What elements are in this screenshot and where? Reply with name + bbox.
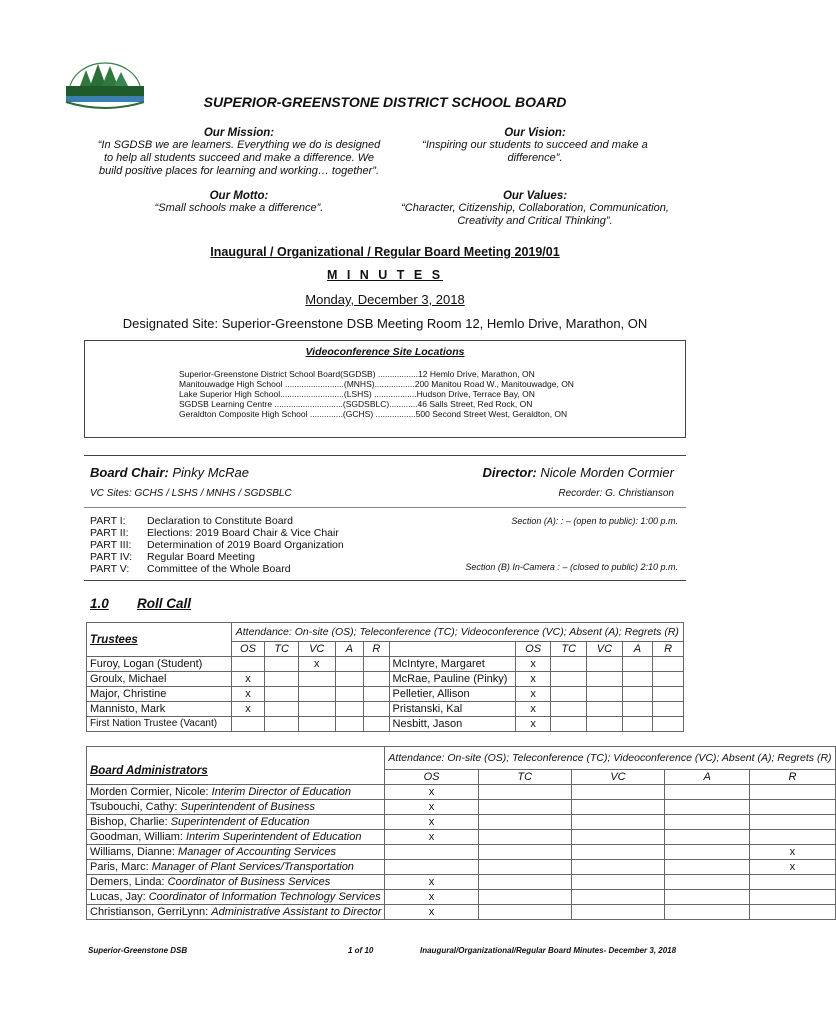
attendance-mark xyxy=(551,657,587,672)
attendance-mark xyxy=(571,875,664,890)
table-row xyxy=(87,815,836,830)
trustees-label: Trustees xyxy=(90,633,138,646)
attendance-mark xyxy=(571,860,664,875)
table-row xyxy=(87,785,836,800)
attendance-mark xyxy=(335,672,364,687)
trustee-name: McIntyre, Margaret xyxy=(389,657,515,672)
table-row xyxy=(87,890,836,905)
attendance-mark xyxy=(335,657,364,672)
attendance-mark xyxy=(298,687,335,702)
attendance-mark xyxy=(653,687,684,702)
column-header: A xyxy=(622,642,653,657)
admin-role: Administrative Assistant to Director xyxy=(211,906,382,918)
values-line: “Character, Citizenship, Collaboration, Communication, xyxy=(401,202,669,214)
part-num: PART I: xyxy=(90,515,126,527)
admin-entry xyxy=(87,875,385,890)
attendance-mark xyxy=(231,657,265,672)
column-header: R xyxy=(653,642,684,657)
admin-role: Coordinator of Business Services xyxy=(167,876,331,888)
attendance-mark xyxy=(478,905,571,920)
admin-label: Board Administrators xyxy=(90,765,208,777)
part-num: PART II: xyxy=(90,527,129,539)
attendance-mark xyxy=(750,815,835,830)
director-label: Director: xyxy=(482,465,537,480)
trustees-label-cell xyxy=(87,623,232,657)
footer-left: Superior-Greenstone DSB xyxy=(88,946,188,955)
attendance-mark: x xyxy=(298,657,335,672)
videoconference-box xyxy=(84,340,686,438)
column-header: VC xyxy=(587,642,623,657)
attendance-mark: x xyxy=(385,800,478,815)
attendance-mark xyxy=(571,845,664,860)
part-num: PART III: xyxy=(90,539,132,551)
admin-entry xyxy=(87,830,385,845)
attendance-mark xyxy=(478,800,571,815)
attendance-mark: x xyxy=(385,890,478,905)
attendance-mark xyxy=(665,785,750,800)
section-b: Section (B) In-Camera : – (closed to public) 2:10 p.m. xyxy=(465,562,678,572)
motto-text: “Small schools make a difference”. xyxy=(154,202,324,214)
admin-name: Paris, Marc: xyxy=(90,861,149,873)
admin-role: Coordinator of Information Technology Services xyxy=(148,891,381,903)
attendance-mark xyxy=(298,702,335,717)
attendance-mark xyxy=(622,702,653,717)
admin-name: Tsubouchi, Cathy: xyxy=(90,801,178,813)
attendance-mark xyxy=(665,830,750,845)
divider xyxy=(84,507,686,508)
admin-role: Interim Director of Education xyxy=(211,786,352,798)
trustee-name: McRae, Pauline (Pinky) xyxy=(389,672,515,687)
attendance-mark xyxy=(478,890,571,905)
trustee-name: Pelletier, Allison xyxy=(389,687,515,702)
table-row xyxy=(87,800,836,815)
trustee-name: Pristanski, Kal xyxy=(389,702,515,717)
attendance-mark xyxy=(298,672,335,687)
page-number: 1 of 10 xyxy=(348,946,374,955)
trustee-name: Mannisto, Mark xyxy=(87,702,232,717)
mission-line: “In SGDSB we are learners. Everything we do is designed xyxy=(97,139,381,151)
table-row xyxy=(87,860,836,875)
admin-entry xyxy=(87,890,385,905)
mission-label: Our Mission: xyxy=(203,127,275,139)
attendance-mark xyxy=(478,875,571,890)
officers-box xyxy=(84,455,686,581)
admin-role: Superintendent of Education xyxy=(170,816,310,828)
table-row xyxy=(87,717,684,732)
trustees-body xyxy=(87,657,684,732)
attendance-mark xyxy=(335,702,364,717)
attendance-legend: Attendance: On-site (OS); Teleconference (TC); Videoconference (VC); Absent (A); Regrets (R) xyxy=(385,747,835,770)
videoconference-title: Videoconference Site Locations xyxy=(305,346,465,358)
attendance-mark xyxy=(750,890,835,905)
footer-right: Inaugural/Organizational/Regular Board Minutes- December 3, 2018 xyxy=(420,946,677,955)
part-text: Regular Board Meeting xyxy=(147,551,255,563)
part-text: Declaration to Constitute Board xyxy=(147,515,293,527)
attendance-mark: x xyxy=(750,860,835,875)
values-block xyxy=(370,190,700,228)
vc-site-row: Lake Superior High School...........................(LSHS) ..................Hudson Drive, Terrace Bay, ON xyxy=(179,389,535,399)
attendance-mark: x xyxy=(385,785,478,800)
attendance-mark xyxy=(364,702,389,717)
director-name: Nicole Morden Cormier xyxy=(540,465,674,480)
admin-role: Manager of Plant Services/Transportation xyxy=(151,861,354,873)
column-header: OS xyxy=(231,642,265,657)
values-line: Creativity and Critical Thinking”. xyxy=(457,215,613,227)
column-header: OS xyxy=(385,770,478,785)
attendance-mark xyxy=(622,672,653,687)
attendance-mark xyxy=(298,717,335,732)
board-chair-label: Board Chair: xyxy=(90,465,169,480)
column-header: TC xyxy=(478,770,571,785)
vision-block xyxy=(380,127,690,165)
attendance-mark xyxy=(665,845,750,860)
table-row xyxy=(87,657,684,672)
values-label: Our Values: xyxy=(502,190,568,202)
attendance-mark: x xyxy=(515,672,551,687)
attendance-mark: x xyxy=(231,672,265,687)
attendance-mark xyxy=(571,830,664,845)
column-header: TC xyxy=(265,642,299,657)
attendance-mark xyxy=(622,687,653,702)
attendance-mark xyxy=(665,890,750,905)
table-row xyxy=(87,845,836,860)
admin-name: Demers, Linda: xyxy=(90,876,165,888)
attendance-mark xyxy=(478,845,571,860)
attendance-mark xyxy=(364,672,389,687)
recorder: Recorder: G. Christianson xyxy=(558,488,674,499)
vc-site-row: Geraldton Composite High School ..............(GCHS) .................500 Second Street West, Geraldton, ON xyxy=(179,409,568,419)
table-row xyxy=(87,905,836,920)
attendance-legend: Attendance: On-site (OS); Teleconference (TC); Videoconference (VC); Absent (A); Regrets (R) xyxy=(231,623,683,642)
attendance-mark xyxy=(587,717,623,732)
attendance-mark: x xyxy=(385,830,478,845)
attendance-mark xyxy=(231,717,265,732)
trustee-name: Groulx, Michael xyxy=(87,672,232,687)
column-header: VC xyxy=(298,642,335,657)
attendance-mark: x xyxy=(385,905,478,920)
column-header: R xyxy=(364,642,389,657)
director xyxy=(483,465,674,480)
board-chair-name: Pinky McRae xyxy=(172,465,249,480)
board-chair xyxy=(90,465,249,480)
column-header-blank xyxy=(389,642,515,657)
admin-name: Lucas, Jay: xyxy=(90,891,146,903)
column-header: TC xyxy=(551,642,587,657)
admin-entry xyxy=(87,800,385,815)
minutes-heading: M I N U T E S xyxy=(326,268,444,282)
part-text: Elections: 2019 Board Chair & Vice Chair xyxy=(147,527,339,539)
vc-site-row: Superior-Greenstone District School Board(SGDSB) .................12 Hemlo Drive, Marathon, ON xyxy=(179,369,535,379)
admin-entry xyxy=(87,785,385,800)
attendance-mark xyxy=(364,657,389,672)
admin-entry xyxy=(87,860,385,875)
attendance-mark: x xyxy=(231,687,265,702)
vc-site-row: Manitouwadge High School .........................(MNHS).................200 Manitou Road W., Manitouwadge, ON xyxy=(179,379,574,389)
mission-line: build positive places for learning and working… together”. xyxy=(98,165,380,177)
attendance-mark xyxy=(587,702,623,717)
administrators-table xyxy=(86,746,836,920)
attendance-mark xyxy=(265,702,299,717)
admin-role: Superintendent of Business xyxy=(180,801,316,813)
attendance-mark: x xyxy=(515,687,551,702)
attendance-mark: x xyxy=(231,702,265,717)
table-row xyxy=(87,875,836,890)
attendance-mark xyxy=(385,845,478,860)
attendance-mark xyxy=(665,815,750,830)
table-row xyxy=(87,687,684,702)
section-title: Roll Call xyxy=(137,596,192,611)
attendance-mark xyxy=(653,717,684,732)
attendance-mark xyxy=(385,860,478,875)
vc-sites: VC Sites: GCHS / LSHS / MNHS / SGDSBLC xyxy=(90,488,292,499)
attendance-mark xyxy=(478,830,571,845)
column-header: R xyxy=(750,770,835,785)
attendance-mark xyxy=(665,860,750,875)
mission-block xyxy=(84,127,394,178)
trustee-name: Furoy, Logan (Student) xyxy=(87,657,232,672)
attendance-mark xyxy=(571,800,664,815)
attendance-mark xyxy=(551,717,587,732)
attendance-mark: x xyxy=(515,657,551,672)
attendance-mark xyxy=(571,785,664,800)
attendance-mark xyxy=(571,815,664,830)
attendance-mark xyxy=(587,657,623,672)
attendance-mark xyxy=(587,672,623,687)
attendance-mark xyxy=(750,800,835,815)
admin-name: Bishop, Charlie: xyxy=(90,816,168,828)
admin-role: Interim Superintendent of Education xyxy=(185,831,362,843)
attendance-mark xyxy=(571,905,664,920)
attendance-mark xyxy=(265,687,299,702)
attendance-mark xyxy=(551,672,587,687)
table-row xyxy=(87,702,684,717)
section-a: Section (A): : – (open to public): 1:00 p.m. xyxy=(511,516,678,526)
board-title: SUPERIOR-GREENSTONE DISTRICT SCHOOL BOARD xyxy=(203,94,567,110)
admin-name: Williams, Dianne: xyxy=(90,846,175,858)
attendance-mark xyxy=(571,890,664,905)
section-number: 1.0 xyxy=(90,596,109,611)
vision-line: difference”. xyxy=(507,152,563,164)
attendance-mark xyxy=(750,785,835,800)
motto-block xyxy=(84,190,394,215)
attendance-mark xyxy=(665,905,750,920)
designated-site: Designated Site: Superior-Greenstone DSB Meeting Room 12, Hemlo Drive, Marathon, ON xyxy=(122,316,648,331)
attendance-mark xyxy=(478,860,571,875)
attendance-mark xyxy=(622,717,653,732)
attendance-mark xyxy=(665,800,750,815)
attendance-mark xyxy=(265,672,299,687)
admin-entry xyxy=(87,845,385,860)
attendance-mark xyxy=(478,785,571,800)
attendance-mark xyxy=(622,657,653,672)
column-header: VC xyxy=(571,770,664,785)
trustee-name: Major, Christine xyxy=(87,687,232,702)
attendance-mark xyxy=(364,717,389,732)
attendance-mark xyxy=(551,687,587,702)
attendance-mark xyxy=(750,905,835,920)
attendance-mark xyxy=(335,687,364,702)
column-header: A xyxy=(335,642,364,657)
vc-site-row: SGDSB Learning Centre .............................(SGDSBLC)............46 Salls Street, Red Rock, ON xyxy=(179,399,533,409)
admin-entry xyxy=(87,905,385,920)
table-row xyxy=(87,672,684,687)
part-num: PART V: xyxy=(90,563,130,575)
vision-line: “Inspiring our students to succeed and make a xyxy=(422,139,648,151)
column-header: OS xyxy=(515,642,551,657)
table-row xyxy=(87,830,836,845)
attendance-mark: x xyxy=(515,717,551,732)
admin-label-cell xyxy=(87,747,385,785)
attendance-mark xyxy=(750,875,835,890)
part-num: PART IV: xyxy=(90,551,133,563)
admin-name: Goodman, William: xyxy=(90,831,183,843)
attendance-mark: x xyxy=(385,815,478,830)
attendance-mark: x xyxy=(750,845,835,860)
attendance-mark xyxy=(335,717,364,732)
meeting-date: Monday, December 3, 2018 xyxy=(305,292,465,307)
attendance-mark xyxy=(750,830,835,845)
trustee-name: Nesbitt, Jason xyxy=(389,717,515,732)
attendance-mark xyxy=(653,702,684,717)
admin-name: Christianson, GerriLynn: xyxy=(90,906,209,918)
attendance-mark xyxy=(587,687,623,702)
attendance-mark: x xyxy=(515,702,551,717)
attendance-mark xyxy=(364,687,389,702)
admin-entry xyxy=(87,815,385,830)
admin-role: Manager of Accounting Services xyxy=(178,846,336,858)
attendance-mark xyxy=(478,815,571,830)
part-text: Committee of the Whole Board xyxy=(147,563,291,575)
attendance-mark xyxy=(265,717,299,732)
attendance-mark xyxy=(265,657,299,672)
attendance-mark xyxy=(665,875,750,890)
attendance-mark xyxy=(653,672,684,687)
mission-line: to help all students succeed and make a difference. We xyxy=(103,152,375,164)
motto-label: Our Motto: xyxy=(209,190,269,202)
attendance-mark: x xyxy=(385,875,478,890)
administrators-body xyxy=(87,785,836,920)
trustee-name: First Nation Trustee (Vacant) xyxy=(87,717,232,732)
admin-name: Morden Cormier, Nicole: xyxy=(90,786,209,798)
attendance-mark xyxy=(551,702,587,717)
meeting-title: Inaugural / Organizational / Regular Board Meeting 2019/01 xyxy=(210,245,560,259)
column-header: A xyxy=(665,770,750,785)
part-text: Determination of 2019 Board Organization xyxy=(147,539,344,551)
vision-label: Our Vision: xyxy=(504,127,566,139)
trustees-table xyxy=(86,622,684,732)
attendance-mark xyxy=(653,657,684,672)
